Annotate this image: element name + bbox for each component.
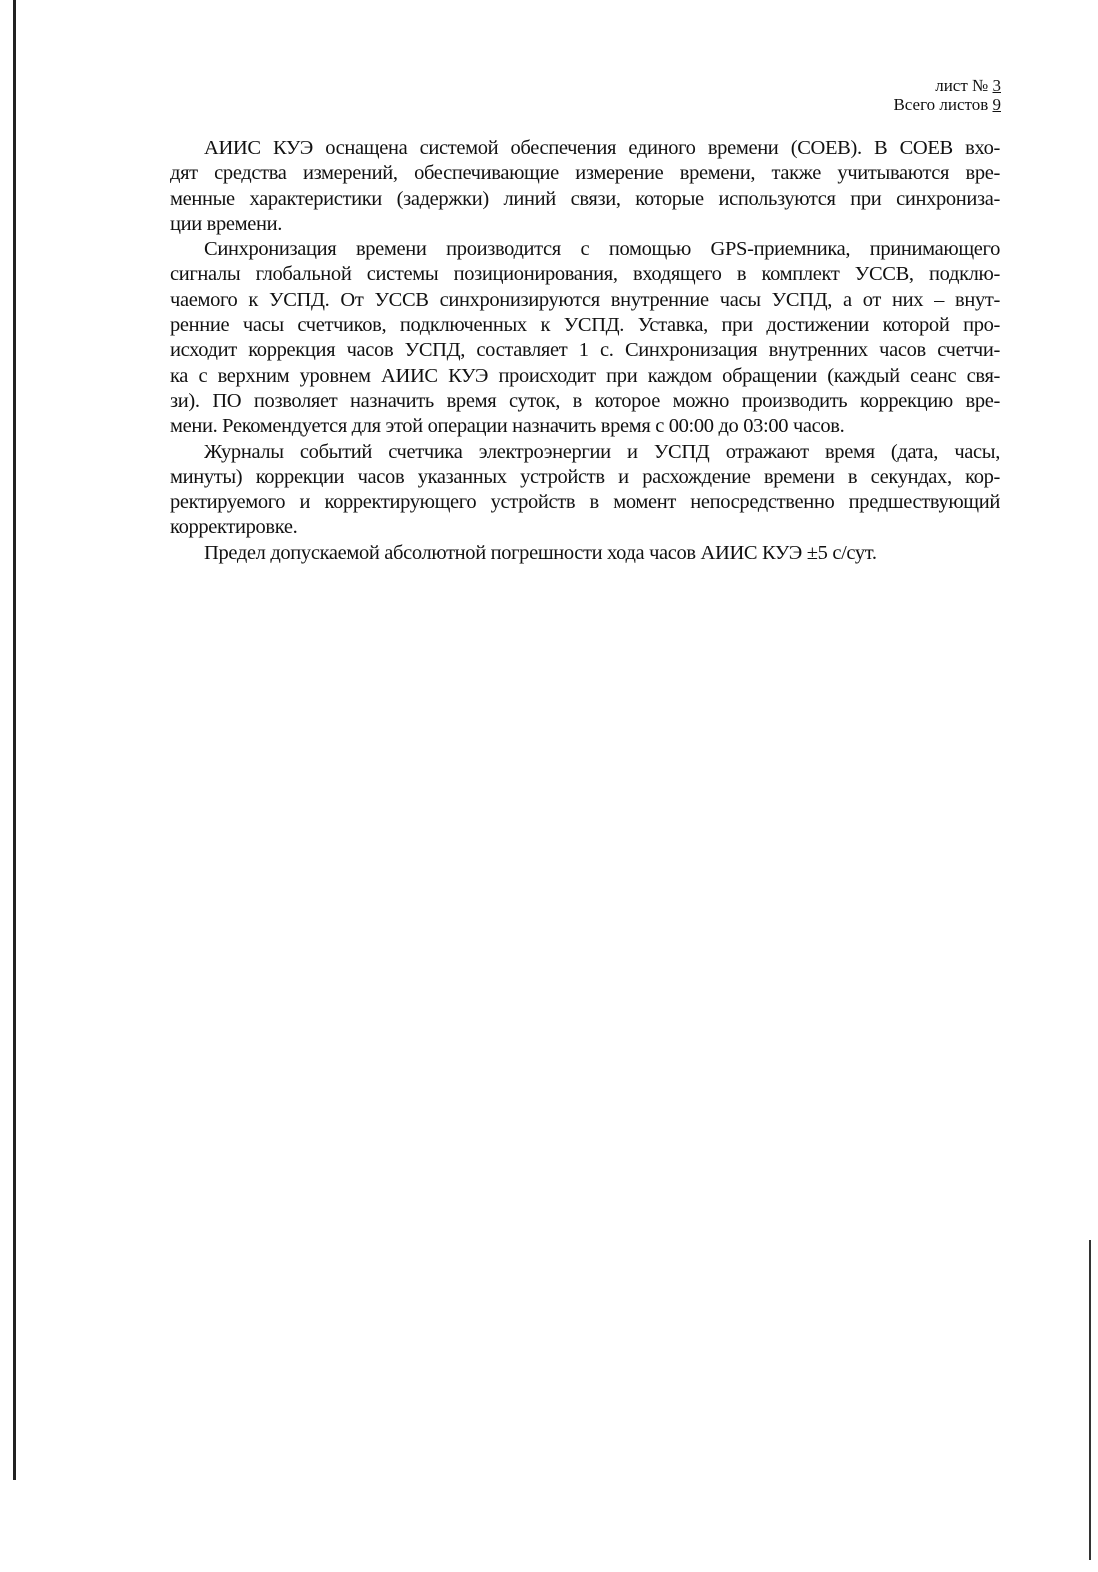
text-line: корректировке. [170, 516, 298, 539]
text-line: мени. Рекомендуется для этой операции назначить время с 00:00 до 03:00 часов. [170, 415, 845, 438]
text-line: Предел допускаемой абсолютной погрешности хода часов АИИС КУЭ ±5 с/сут. [204, 541, 877, 564]
total-label: Всего листов [893, 95, 989, 114]
sheet-label: лист № [935, 76, 989, 95]
text-line: Синхронизация времени производится с помощью GPS-приемника, принимающего [204, 238, 1000, 261]
text-line: исходит коррекция часов УСПД, составляет 1 с. Синхронизация внутренних часов счетчи- [170, 339, 1000, 362]
scan-border-right [1089, 1240, 1091, 1560]
text-line: сигналы глобальной системы позиционирования, входящего в комплект УССВ, подклю- [170, 263, 1000, 286]
page-header [893, 76, 1001, 114]
scan-border-left [13, 0, 16, 1480]
document-body [170, 136, 1000, 566]
text-line: дят средства измерений, обеспечивающие измерение времени, также учитываются вре- [170, 162, 1000, 185]
text-line: зи). ПО позволяет назначить время суток, в которое можно производить коррекцию вре- [170, 389, 1000, 412]
sheet-number-value: 3 [992, 76, 1001, 95]
text-line: ка с верхним уровнем АИИС КУЭ происходит при каждом обращении (каждый сеанс свя- [170, 364, 1000, 387]
paragraph [170, 136, 1000, 237]
total-sheets [893, 95, 1001, 114]
text-line: ректируемого и корректирующего устройств в момент непосредственно предшествующий [170, 491, 1000, 514]
text-line: менные характеристики (задержки) линий связи, которые используются при синхрониза- [170, 187, 1000, 210]
paragraph [170, 541, 1000, 566]
text-line: ции времени. [170, 212, 283, 235]
total-number-value: 9 [992, 95, 1001, 114]
text-line: Журналы событий счетчика электроэнергии и УСПД отражают время (дата, часы, [204, 440, 1000, 463]
text-line: чаемого к УСПД. От УССВ синхронизируются внутренние часы УСПД, а от них – внут- [170, 288, 1000, 311]
sheet-number [893, 76, 1001, 95]
text-line: минуты) коррекции часов указанных устройств и расхождение времени в секундах, кор- [170, 465, 1000, 488]
paragraph [170, 440, 1000, 541]
text-line: АИИС КУЭ оснащена системой обеспечения единого времени (СОЕВ). В СОЕВ вхо- [204, 137, 1000, 159]
paragraph [170, 237, 1000, 439]
text-line: ренние часы счетчиков, подключенных к УСПД. Уставка, при достижении которой про- [170, 314, 1000, 337]
